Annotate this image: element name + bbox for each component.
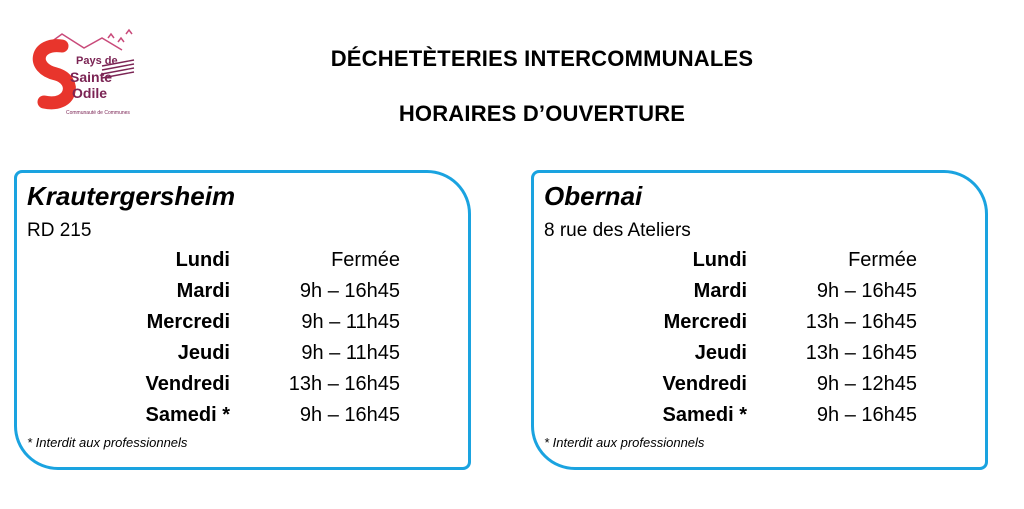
hours-value: 13h – 16h45 <box>805 311 917 333</box>
schedule-row <box>534 342 985 372</box>
hours-value: 9h – 16h45 <box>816 280 917 302</box>
footnote: * Interdit aux professionnels <box>544 435 705 450</box>
logo-tagline: Communauté de Communes <box>66 110 130 116</box>
day-label: Mercredi <box>146 311 230 333</box>
day-label: Vendredi <box>662 373 747 395</box>
footnote: * Interdit aux professionnels <box>27 435 188 450</box>
day-label: Lundi <box>175 249 230 271</box>
schedule-row <box>534 280 985 310</box>
hours-value: 9h – 16h45 <box>299 404 400 426</box>
day-label: Mercredi <box>663 311 747 333</box>
hours-value: 13h – 16h45 <box>288 373 400 395</box>
logo-line3: Odile <box>72 85 108 101</box>
site-name: Obernai <box>544 181 643 211</box>
day-label: Lundi <box>692 249 747 271</box>
hours-value: 9h – 12h45 <box>816 373 917 395</box>
day-label: Vendredi <box>145 373 230 395</box>
hours-value: 9h – 11h45 <box>301 311 400 333</box>
day-label: Jeudi <box>177 342 230 364</box>
schedule-row <box>17 404 468 434</box>
hours-value: Fermée <box>848 249 917 271</box>
hours-value: 9h – 16h45 <box>299 280 400 302</box>
day-label: Jeudi <box>694 342 747 364</box>
logo-line2: Sainte <box>70 69 113 85</box>
hours-value: 13h – 16h45 <box>805 342 917 364</box>
site-card-krautergersheim <box>14 170 471 470</box>
page-subtitle: HORAIRES D’OUVERTURE <box>398 101 686 126</box>
schedule-row <box>534 249 985 279</box>
hours-value: 9h – 16h45 <box>816 404 917 426</box>
schedule-row <box>17 311 468 341</box>
day-label: Mardi <box>176 280 230 302</box>
hours-value: 9h – 11h45 <box>301 342 400 364</box>
schedule-row <box>534 373 985 403</box>
site-address: 8 rue des Ateliers <box>544 220 691 241</box>
schedule-row <box>534 404 985 434</box>
day-label: Samedi * <box>662 404 747 426</box>
logo-line1: Pays de <box>76 55 118 67</box>
schedule-row <box>17 342 468 372</box>
page-title: DÉCHETÈTERIES INTERCOMMUNALES <box>330 46 754 71</box>
schedule-row <box>17 249 468 279</box>
day-label: Samedi * <box>145 404 230 426</box>
schedule-row <box>17 280 468 310</box>
day-label: Mardi <box>693 280 747 302</box>
site-card-obernai <box>531 170 988 470</box>
site-address: RD 215 <box>27 220 92 241</box>
schedule-row <box>17 373 468 403</box>
site-name: Krautergersheim <box>27 181 236 211</box>
hours-value: Fermée <box>331 249 400 271</box>
schedule-row <box>534 311 985 341</box>
